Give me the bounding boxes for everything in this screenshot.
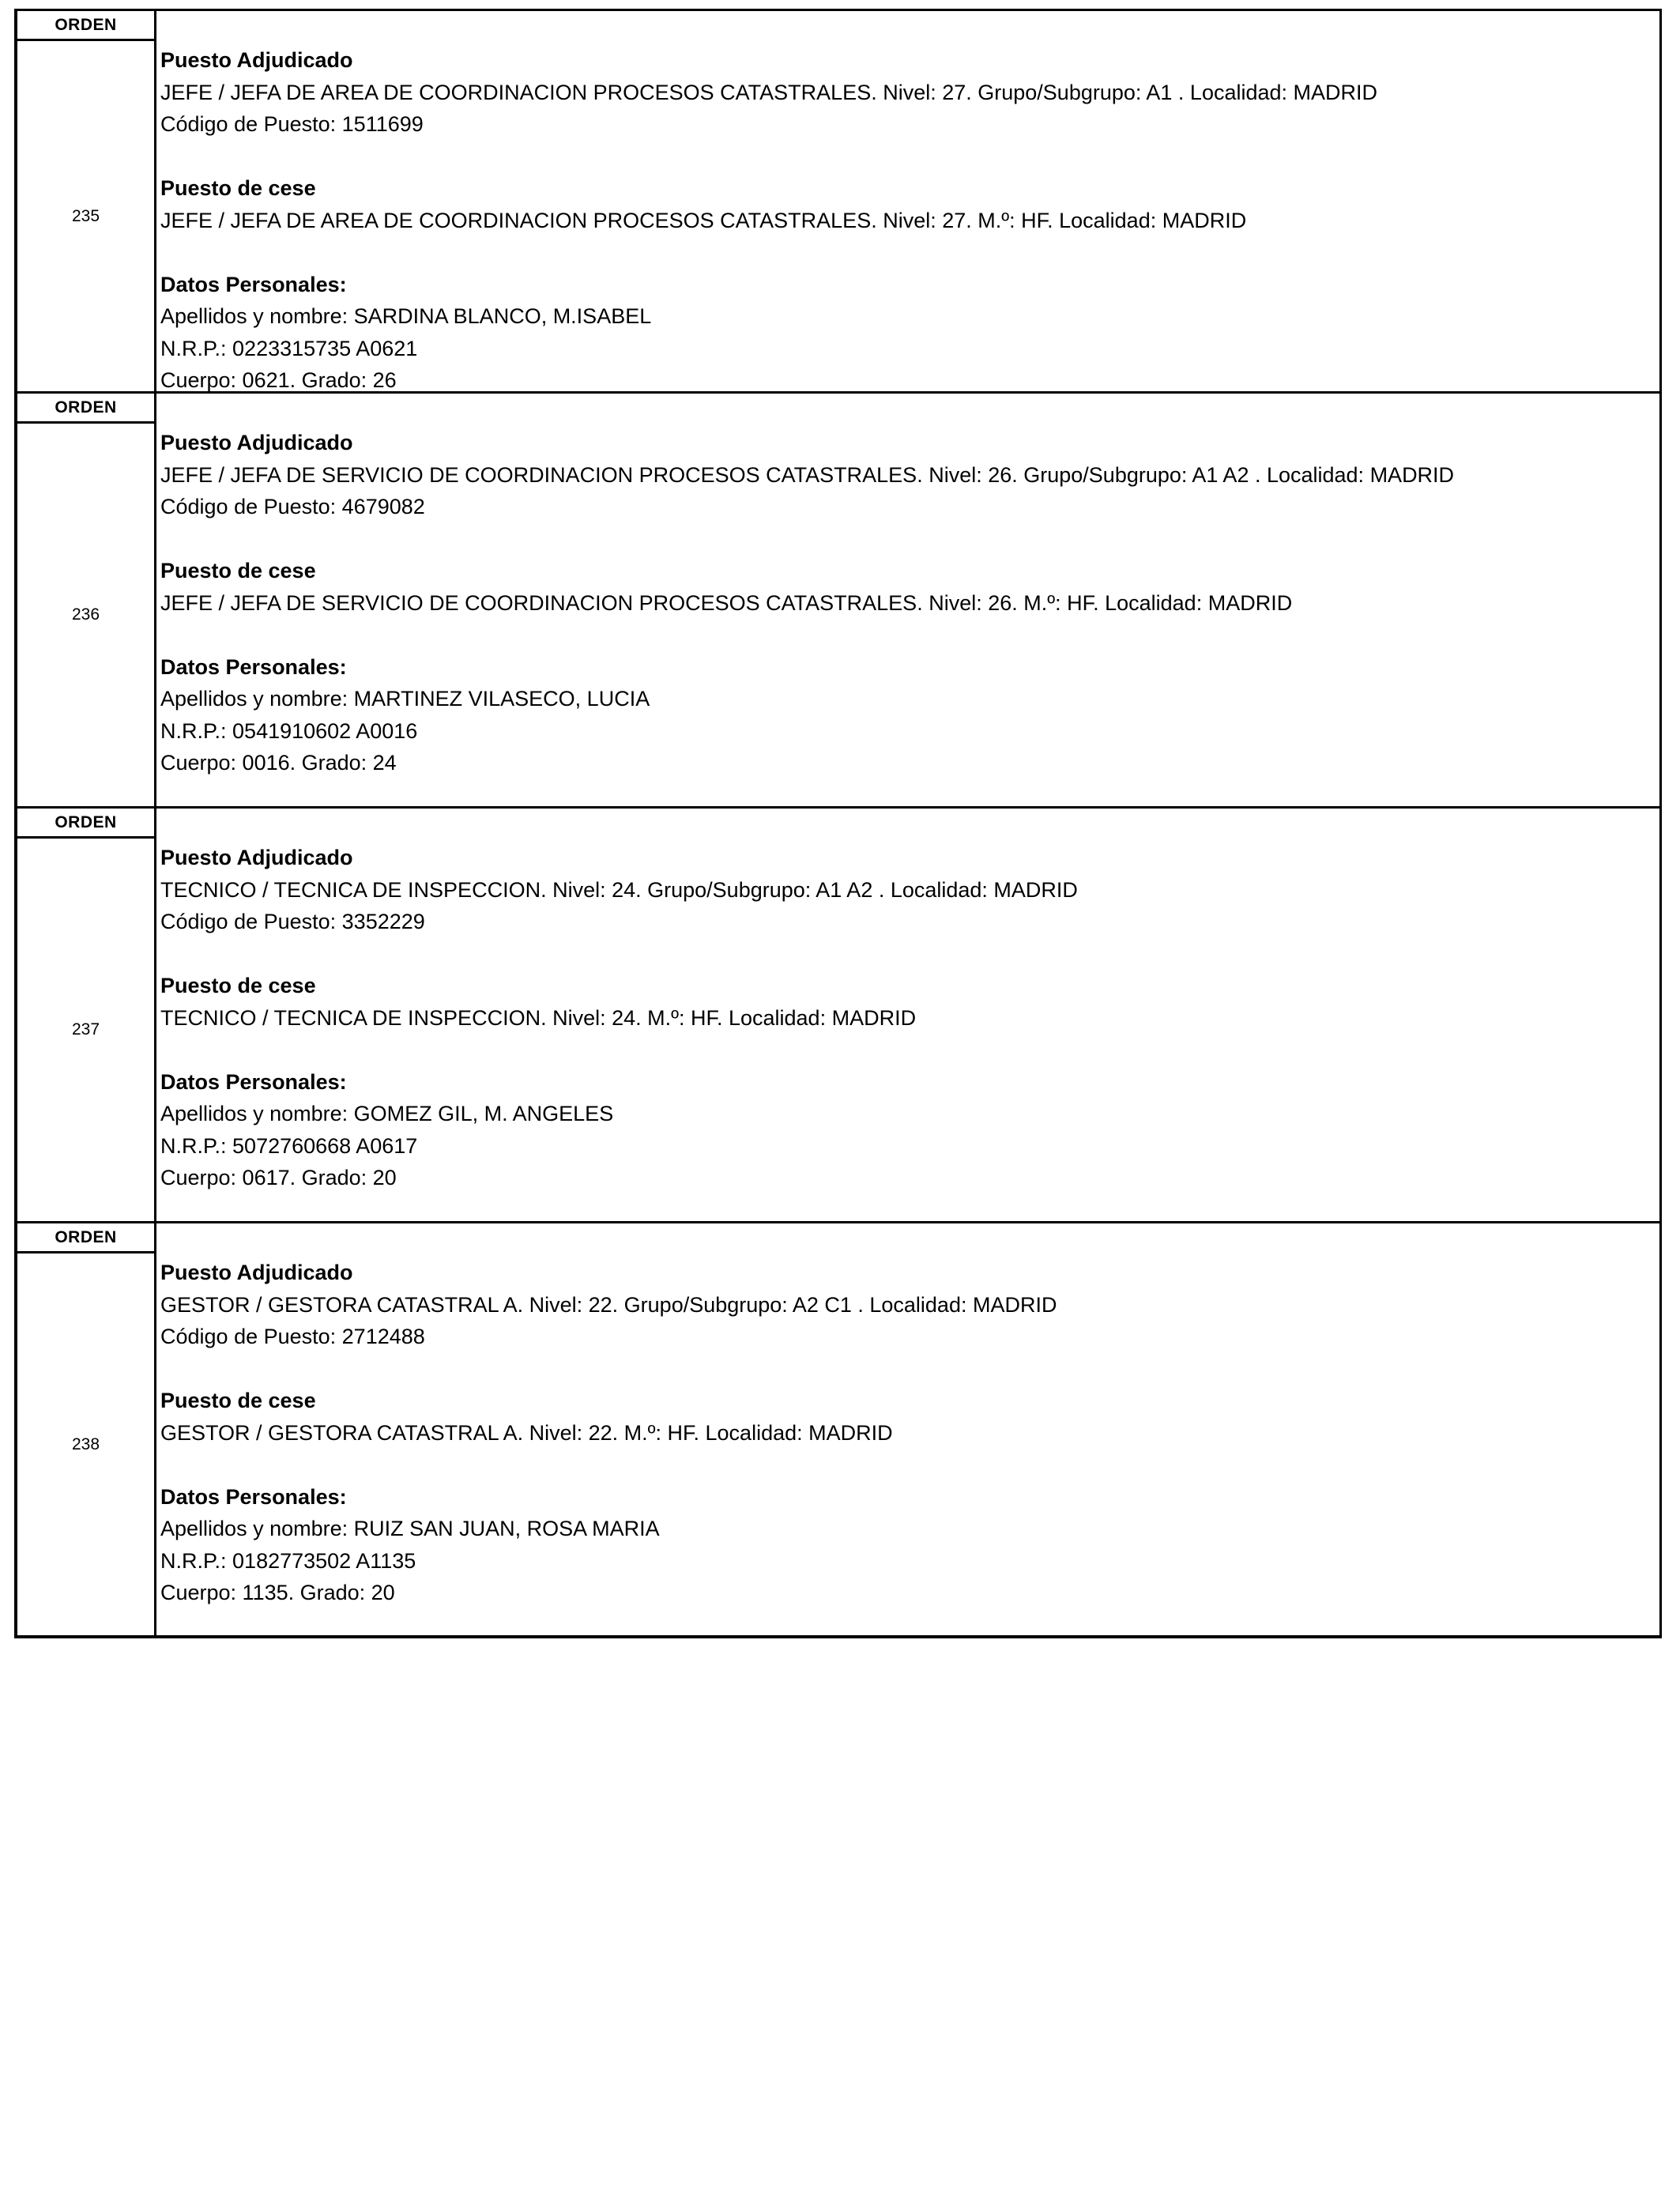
codigo-puesto: Código de Puesto: 2712488 [160, 1325, 425, 1348]
table-row [17, 1223, 1659, 1638]
nrp: N.R.P.: 0182773502 A1135 [160, 1548, 416, 1573]
orden-header: ORDEN [17, 11, 154, 41]
orden-column [17, 394, 156, 806]
nrp: N.R.P.: 0541910602 A0016 [160, 718, 418, 743]
entry-details [156, 1223, 1659, 1635]
datos-personales-heading: Datos Personales: [160, 272, 347, 296]
puesto-adjudicado-desc: JEFE / JEFA DE SERVICIO DE COORDINACION PROCESOS CATASTRALES. Nivel: 26. Grupo/Subgrupo: A1 A2 . Localidad: MADRID [160, 462, 1455, 487]
puesto-cese-heading: Puesto de cese [160, 559, 316, 582]
puesto-cese-heading: Puesto de cese [160, 176, 316, 200]
orden-header: ORDEN [17, 809, 154, 839]
datos-personales-heading: Datos Personales: [160, 1069, 347, 1094]
cuerpo-grado: Cuerpo: 0016. Grado: 24 [160, 751, 397, 775]
puesto-adjudicado-desc: TECNICO / TECNICA DE INSPECCION. Nivel: 24. Grupo/Subgrupo: A1 A2 . Localidad: MADRID [160, 877, 1078, 902]
codigo-puesto: Código de Puesto: 4679082 [160, 495, 425, 518]
codigo-puesto: Código de Puesto: 3352229 [160, 910, 425, 933]
puesto-cese-heading: Puesto de cese [160, 974, 316, 997]
cuerpo-grado: Cuerpo: 0617. Grado: 20 [160, 1166, 397, 1189]
entry-details [156, 11, 1659, 391]
entry-details [156, 809, 1659, 1221]
datos-personales-heading: Datos Personales: [160, 1484, 347, 1509]
puesto-adjudicado-desc: JEFE / JEFA DE AREA DE COORDINACION PROCESOS CATASTRALES. Nivel: 27. Grupo/Subgrupo: A1 . Localidad: MADRID [160, 80, 1378, 104]
cuerpo-grado: Cuerpo: 0621. Grado: 26 [160, 368, 397, 392]
orden-column [17, 809, 156, 1221]
orden-header: ORDEN [17, 394, 154, 424]
orden-column [17, 11, 156, 391]
puesto-cese-desc: GESTOR / GESTORA CATASTRAL A. Nivel: 22. M.º: HF. Localidad: MADRID [160, 1420, 893, 1445]
puesto-cese-desc: JEFE / JEFA DE SERVICIO DE COORDINACION PROCESOS CATASTRALES. Nivel: 26. M.º: HF. Localidad: MADRID [160, 590, 1293, 615]
datos-personales-heading: Datos Personales: [160, 654, 347, 679]
nrp: N.R.P.: 5072760668 A0617 [160, 1133, 418, 1158]
orden-number: 236 [71, 605, 100, 624]
puesto-adjudicado-desc: GESTOR / GESTORA CATASTRAL A. Nivel: 22. Grupo/Subgrupo: A2 C1 . Localidad: MADRID [160, 1292, 1057, 1317]
codigo-puesto: Código de Puesto: 1511699 [160, 112, 424, 136]
cuerpo-grado: Cuerpo: 1135. Grado: 20 [160, 1581, 395, 1604]
apellidos-nombre: Apellidos y nombre: GOMEZ GIL, M. ANGELES [160, 1102, 614, 1125]
nrp: N.R.P.: 0223315735 A0621 [160, 336, 418, 360]
orden-number: 238 [71, 1434, 100, 1453]
apellidos-nombre: Apellidos y nombre: MARTINEZ VILASECO, LUCIA [160, 687, 650, 711]
orden-number: 237 [71, 1020, 100, 1039]
puesto-adjudicado-heading: Puesto Adjudicado [160, 846, 353, 869]
table-row [17, 394, 1659, 809]
assignment-table [14, 9, 1662, 1638]
table-row [17, 809, 1659, 1223]
table-row [17, 11, 1659, 394]
orden-header: ORDEN [17, 1223, 154, 1253]
orden-number: 235 [71, 206, 100, 225]
puesto-adjudicado-heading: Puesto Adjudicado [160, 1261, 353, 1284]
apellidos-nombre: Apellidos y nombre: RUIZ SAN JUAN, ROSA MARIA [160, 1517, 660, 1540]
orden-column [17, 1223, 156, 1635]
puesto-adjudicado-heading: Puesto Adjudicado [160, 48, 353, 72]
apellidos-nombre: Apellidos y nombre: SARDINA BLANCO, M.ISABEL [160, 304, 652, 328]
entry-details [156, 394, 1659, 806]
puesto-cese-desc: TECNICO / TECNICA DE INSPECCION. Nivel: 24. M.º: HF. Localidad: MADRID [160, 1005, 917, 1030]
puesto-cese-desc: JEFE / JEFA DE AREA DE COORDINACION PROCESOS CATASTRALES. Nivel: 27. M.º: HF. Localidad: MADRID [160, 208, 1247, 232]
puesto-cese-heading: Puesto de cese [160, 1389, 316, 1412]
puesto-adjudicado-heading: Puesto Adjudicado [160, 431, 353, 454]
